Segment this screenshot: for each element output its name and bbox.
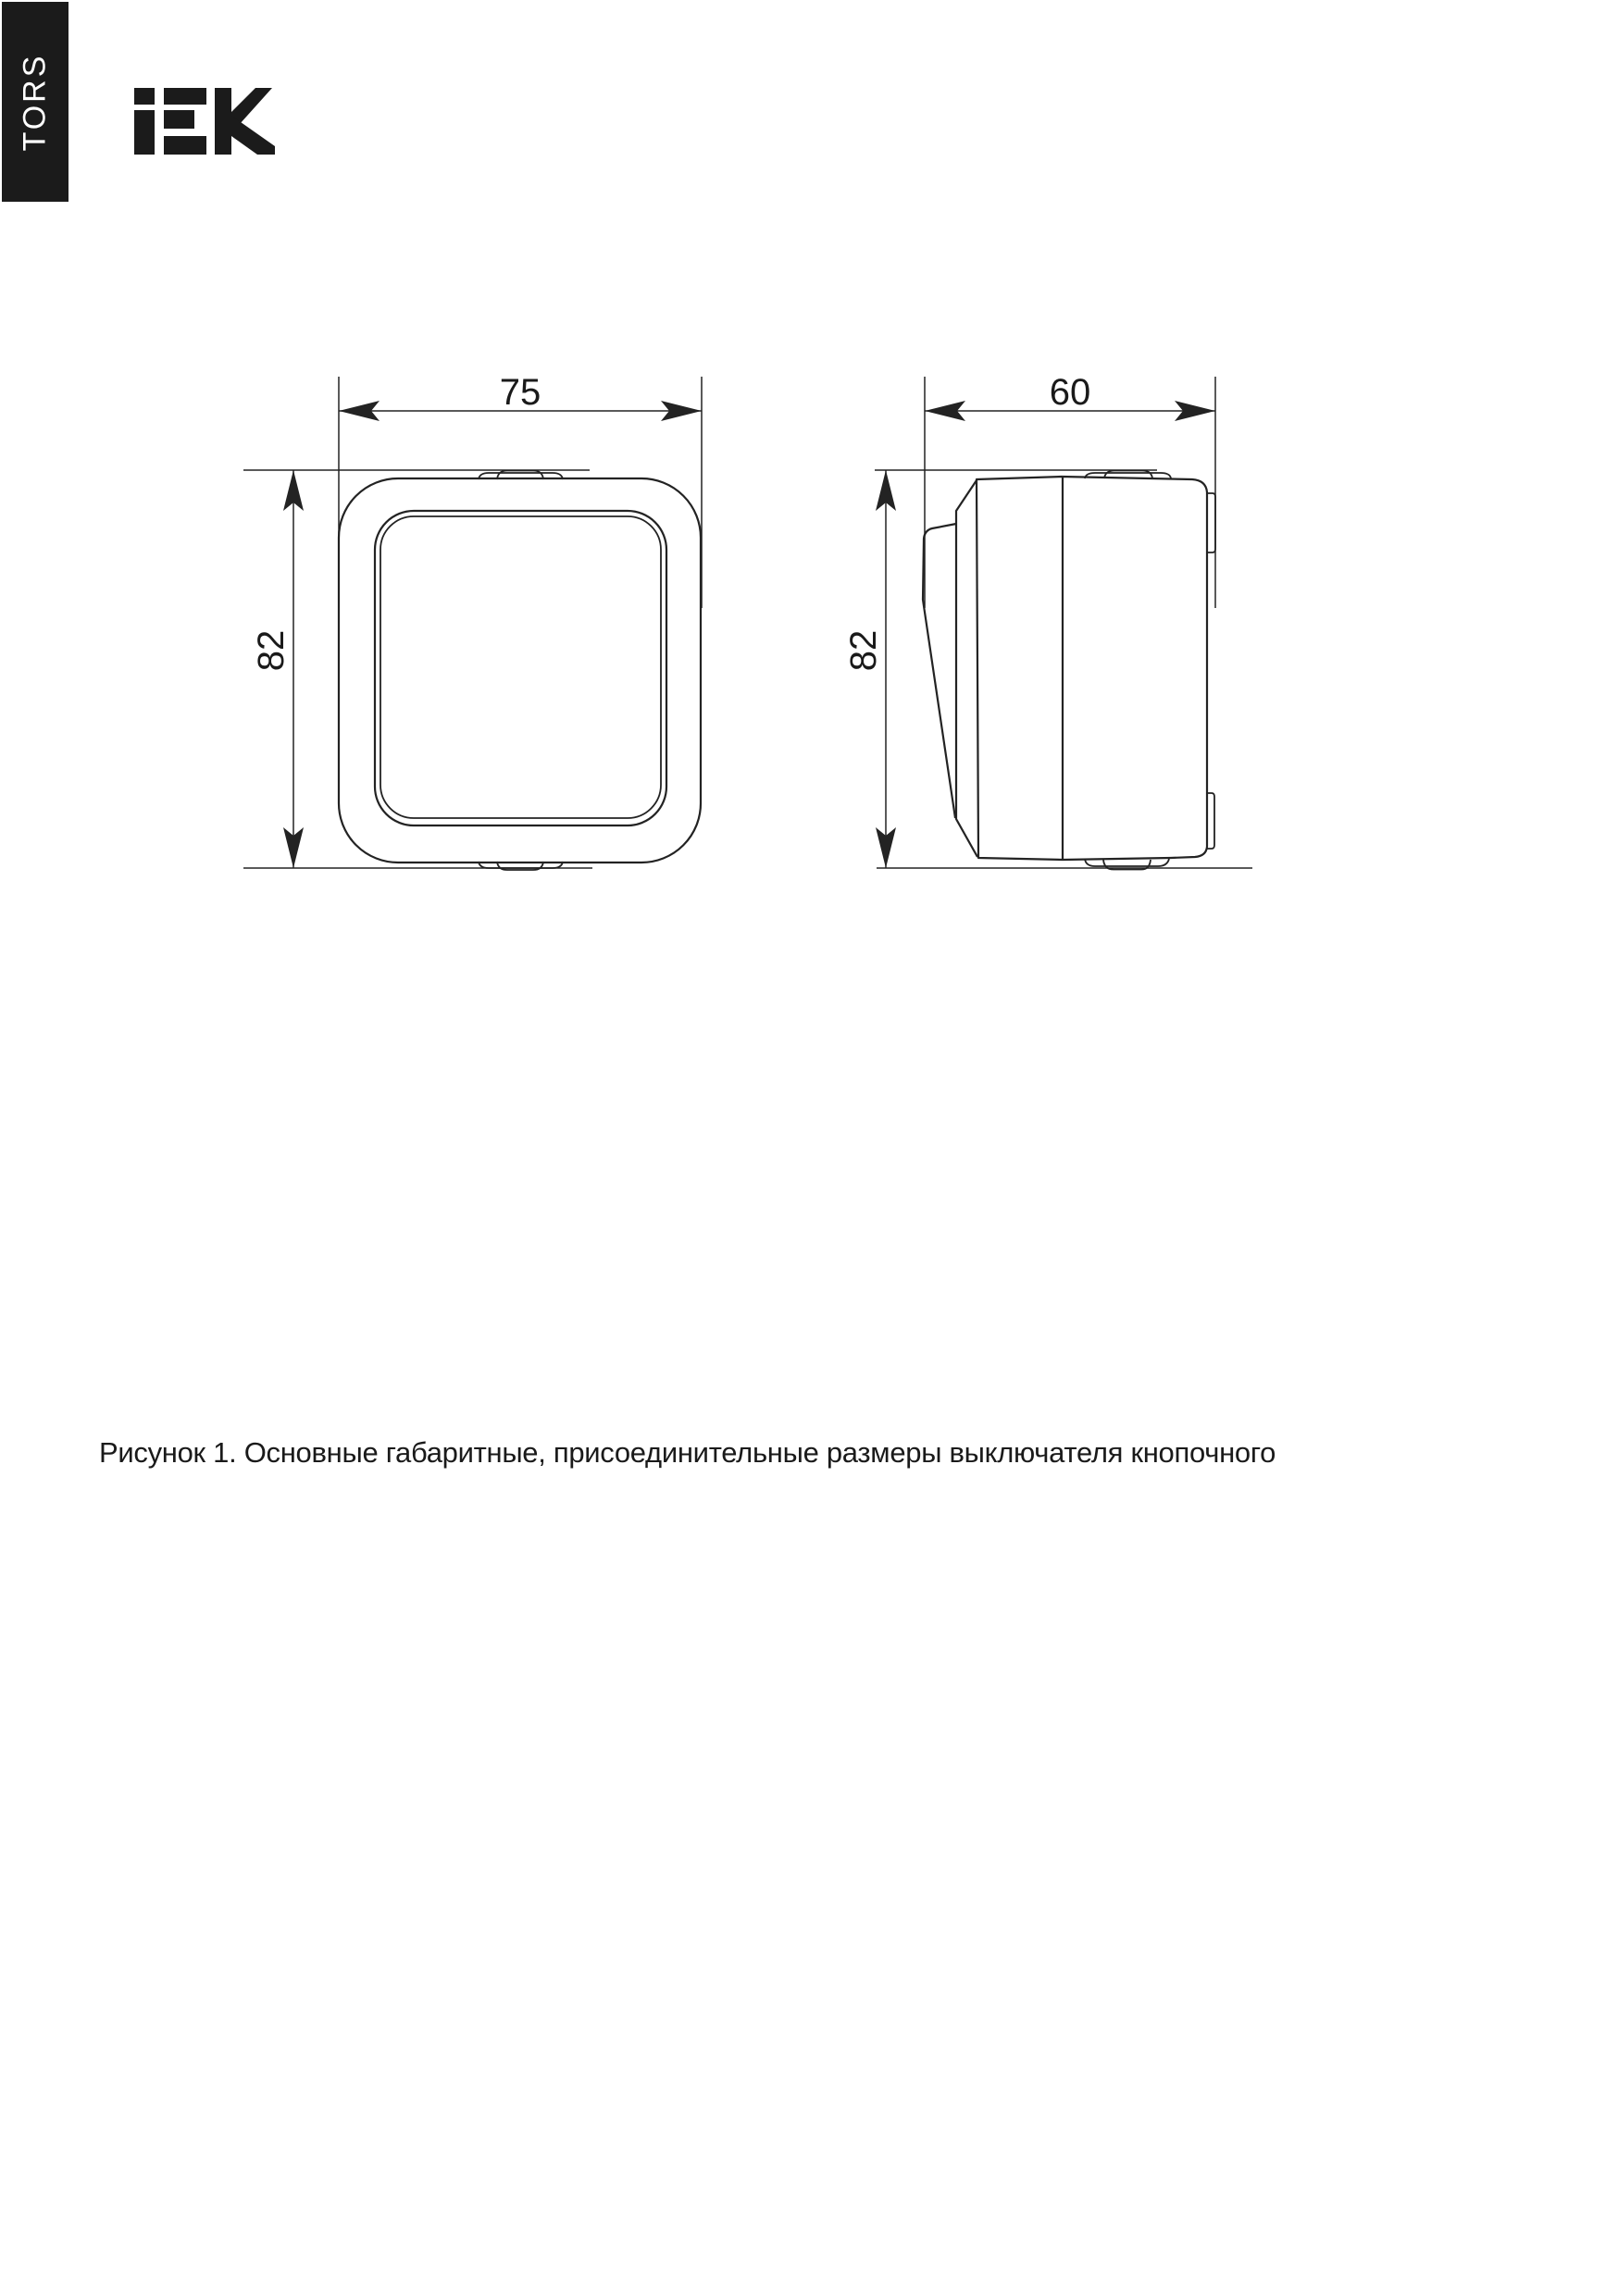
side-lower-lug	[1207, 793, 1214, 849]
front-view	[339, 471, 701, 871]
side-button-profile	[923, 524, 956, 818]
front-height-value: 82	[251, 629, 292, 672]
side-height-dimension	[843, 470, 1252, 868]
series-tab-label: TORS	[17, 53, 53, 151]
side-height-value: 82	[843, 629, 884, 672]
front-width-value: 75	[499, 372, 541, 413]
side-depth-value: 60	[1049, 372, 1091, 413]
front-button-outer	[375, 511, 666, 825]
side-depth-dimension	[925, 372, 1215, 608]
side-body-outline	[977, 477, 1207, 860]
side-button-housing	[956, 480, 977, 857]
front-width-dimension	[339, 372, 702, 608]
figure-caption: Рисунок 1. Основные габаритные, присоединительные размеры выключателя кнопочного	[99, 1436, 1276, 1469]
side-view	[923, 471, 1215, 870]
front-button-inner	[380, 516, 661, 818]
side-upper-lug	[1207, 493, 1215, 552]
front-body-outline	[339, 478, 701, 863]
front-height-dimension	[243, 470, 592, 868]
